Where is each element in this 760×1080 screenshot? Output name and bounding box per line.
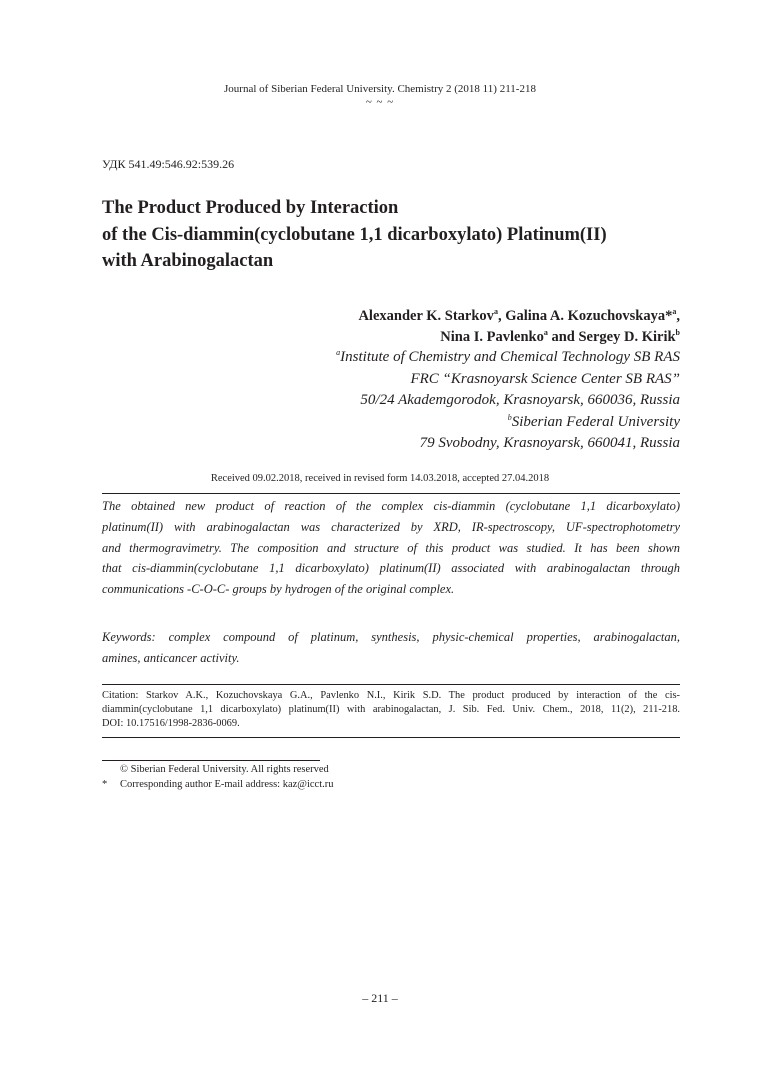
author-separator: , [676, 308, 680, 324]
author-name: Galina A. Kozuchovskaya* [505, 308, 673, 324]
affiliation-b-line-1 [336, 412, 680, 434]
affiliation-marker: b [675, 328, 680, 338]
keywords-line: amines, anticancer activity. [102, 650, 240, 665]
journal-header: Journal of Siberian Federal University. Chemistry 2 (2018 11) 211-218 [224, 83, 536, 95]
abstract-line: that cis-diammin(cyclobutane 1,1 dicarboxylato) platinum(II) associated with arabinogalactan through [102, 561, 680, 576]
affiliation-text: Institute of Chemistry and Chemical Technology SB RAS [340, 349, 680, 365]
author-separator: , [497, 308, 506, 324]
abstract-top-rule [102, 493, 680, 494]
citation-line: DOI: 10.17516/1998-2836-0069. [102, 718, 240, 729]
udc-code: УДК 541.49:546.92:539.26 [102, 157, 235, 171]
footnote-rule [102, 760, 320, 761]
keywords-line: Keywords: complex compound of platinum, synthesis, physic-chemical properties, arabinogalactan, [102, 630, 680, 644]
citation-line: Citation: Starkov A.K., Kozuchovskaya G.A., Pavlenko N.I., Kirik S.D. The product produced by interaction of the cis- [102, 690, 680, 701]
footnote-corresponding [102, 778, 333, 793]
footnote-mark: * [102, 778, 108, 790]
footnotes [102, 763, 333, 792]
page-number: – 211 – [362, 991, 398, 1005]
footnote-copyright [102, 763, 333, 778]
author-line-2 [358, 327, 680, 348]
affiliation-a-line-1 [336, 347, 680, 369]
affiliation-a-line-2: FRC “Krasnoyarsk Science Center SB RAS” [410, 370, 680, 387]
abstract-line: and thermogravimetry. The composition and structure of this product was studied. It has been shown [102, 540, 680, 555]
header-ornament: ~ ~ ~ [365, 96, 395, 108]
citation-bottom-rule [102, 737, 680, 738]
footnote-text: © Siberian Federal University. All rights reserved [120, 764, 329, 775]
affiliation-marker: b [507, 412, 512, 422]
abstract-line: platinum(II) with arabinogalactan was characterized by XRD, IR-spectroscopy, UF-spectrophotometry [102, 519, 680, 534]
paper-title [102, 195, 682, 275]
affiliation-marker: a [493, 307, 498, 317]
abstract-line: The obtained new product of reaction of the complex cis-diammin (cyclobutane 1,1 dicarboxylato) [102, 499, 680, 513]
footnote-mark [102, 763, 120, 778]
affiliation-b-line-2: 79 Svobodny, Krasnoyarsk, 660041, Russia [419, 435, 680, 451]
author-list [358, 306, 680, 348]
author-name: Nina I. Pavlenko [440, 329, 544, 345]
author-line-1 [358, 306, 680, 327]
citation-top-rule [102, 684, 680, 685]
abstract-line: communications -C-O-C- groups by hydrogen of the original complex. [102, 582, 455, 597]
received-dates: Received 09.02.2018, received in revised form 14.03.2018, accepted 27.04.2018 [210, 473, 550, 484]
author-name: Sergey D. Kirik [578, 329, 676, 345]
abstract [102, 496, 680, 600]
affiliations [336, 347, 680, 455]
affiliation-marker: a [543, 328, 548, 338]
title-line-1: The Product Produced by Interaction [102, 198, 399, 218]
author-separator: and [547, 329, 579, 345]
affiliation-marker: a [336, 348, 341, 357]
keywords [102, 627, 680, 669]
affiliation-a-line-3: 50/24 Akademgorodok, Krasnoyarsk, 660036, Russia [360, 392, 680, 408]
author-name: Alexander K. Starkov [358, 308, 494, 324]
title-line-3: with Arabinogalactan [102, 251, 274, 271]
citation-line: diammin(cyclobutane 1,1 dicarboxylato) platinum(II) with arabinogalactan, J. Sib. Fed. Univ. Chem., 2018, 11(2), 211-218. [102, 704, 680, 715]
footnote-text: Corresponding author E-mail address: kaz@icct.ru [120, 778, 334, 790]
affiliation-text: Siberian Federal University [511, 413, 680, 430]
affiliation-marker: a [672, 307, 677, 317]
title-line-2: of the Cis-diammin(cyclobutane 1,1 dicarboxylato) Platinum(II) [102, 224, 607, 245]
citation [102, 689, 680, 731]
